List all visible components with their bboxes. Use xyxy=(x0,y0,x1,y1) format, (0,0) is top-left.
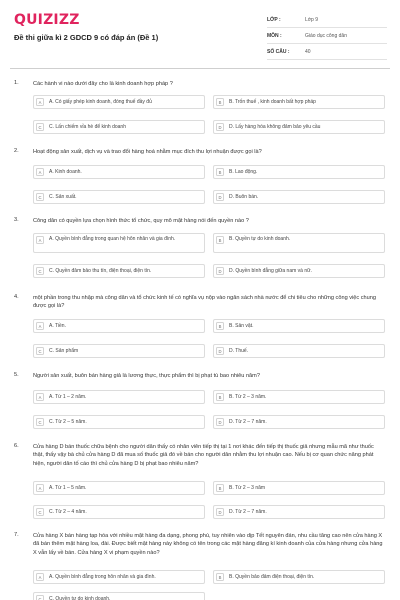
option-letter: C xyxy=(36,347,44,355)
option-letter: B xyxy=(216,168,224,176)
option-text: D. Thuế. xyxy=(229,347,249,354)
option-text: C. Sản phẩm xyxy=(49,347,79,354)
option-a[interactable] xyxy=(33,165,205,179)
option-b[interactable] xyxy=(213,165,385,179)
question-number: 1. xyxy=(14,80,19,86)
option-letter: A xyxy=(36,236,44,244)
option-a[interactable] xyxy=(33,95,205,109)
option-letter: D xyxy=(216,267,224,275)
option-text: C. Sản xuất. xyxy=(49,193,77,200)
option-letter: D xyxy=(216,418,224,426)
option-text: A. Quyền bình đẳng trong quan hệ hôn nhân và gia đình. xyxy=(49,235,176,242)
option-text: C. Quyền đảm bảo thu tín, điện thoại, điện tín. xyxy=(49,267,152,274)
class-value: Lớp 9 xyxy=(305,16,319,23)
option-letter: A xyxy=(36,393,44,401)
option-text: B. Quyền bảo đảm điện thoại, điện tín. xyxy=(229,573,315,580)
option-text: D. Từ 2 – 7 năm. xyxy=(229,508,267,515)
option-text: B. Quyền tự do kinh doanh. xyxy=(229,235,291,242)
option-letter: A xyxy=(36,322,44,330)
question-number: 7. xyxy=(14,532,19,538)
option-c[interactable] xyxy=(33,592,205,600)
quizizz-logo: QUIZIZZ xyxy=(14,12,80,28)
option-letter: A xyxy=(36,98,44,106)
meta-row-subject xyxy=(267,28,387,44)
option-letter: A xyxy=(36,484,44,492)
option-d[interactable] xyxy=(213,264,385,278)
option-letter: B xyxy=(216,98,224,106)
option-letter: D xyxy=(216,347,224,355)
option-letter: C xyxy=(36,193,44,201)
option-text: B. Trốn thuế , kinh doanh bất hợp pháp xyxy=(229,98,316,105)
option-letter: A xyxy=(36,168,44,176)
option-text: B. Sản vật. xyxy=(229,322,254,329)
question-count-label: SỐ CÂU : xyxy=(267,48,290,55)
question-text: Các hành vi nào dưới đây cho là kinh doanh hợp pháp ? xyxy=(33,81,173,87)
option-c[interactable] xyxy=(33,120,205,134)
option-d[interactable] xyxy=(213,505,385,519)
subject-label: MÔN : xyxy=(267,32,282,39)
option-letter: C xyxy=(36,418,44,426)
option-c[interactable] xyxy=(33,264,205,278)
option-text: C. Từ 2 – 4 năm. xyxy=(49,508,87,515)
header-divider xyxy=(10,68,390,69)
option-text: C. Từ 2 – 5 năm. xyxy=(49,418,87,425)
question-text: Người sản xuất, buôn bán hàng giả là lương thực, thực phẩm thì bị phạt tù bao nhiêu năm? xyxy=(33,373,260,379)
option-text: C. Quyền tự do kinh doanh. xyxy=(49,595,111,600)
option-b[interactable] xyxy=(213,319,385,333)
option-b[interactable] xyxy=(213,570,385,584)
option-letter: B xyxy=(216,484,224,492)
option-text: A. Từ 1 – 5 năm. xyxy=(49,484,87,491)
question-count-value: 40 xyxy=(305,48,311,55)
option-text: A. Có giấy phép kinh doanh, đóng thuế đầy đủ xyxy=(49,98,152,105)
option-d[interactable] xyxy=(213,120,385,134)
option-c[interactable] xyxy=(33,415,205,429)
option-d[interactable] xyxy=(213,344,385,358)
worksheet-meta xyxy=(267,12,387,60)
option-text: C. Lấn chiếm vỉa hè để kinh doanh xyxy=(49,123,126,130)
question-number: 6. xyxy=(14,443,19,449)
question-text: một phần trong thu nhập mà công dân và tổ chức kinh tế có nghĩa vụ nộp vào ngân sách nhà nước để chi tiêu cho những công việc chung được gọi là? xyxy=(33,295,376,310)
question-text: Cửa hàng X bán hàng tạp hóa với nhiều mặt hàng đa dạng, phong phú, tuy nhiên vào dịp Tết nguyên đán, nhu cầu tăng cao nên cửa hàng X đã bán thêm mặt hàng loa, đài. Được biết mặt hàng này không có tên trong các mặt hàng đăng kí kinh doanh của cửa hàng nhưng cửa hàng X vẫn lấy về bán. Cửa hàng X vi phạm quyền nào? xyxy=(33,533,383,556)
option-d[interactable] xyxy=(213,415,385,429)
option-a[interactable] xyxy=(33,319,205,333)
option-letter: A xyxy=(36,573,44,581)
question-text: Hoạt động sản xuất, dịch vụ và trao đổi hàng hoá nhằm mục đích thu lợi nhuận được gọi là? xyxy=(33,149,262,155)
option-text: D. Buôn bán. xyxy=(229,193,259,200)
option-letter: B xyxy=(216,393,224,401)
option-letter: C xyxy=(36,123,44,131)
option-letter: B xyxy=(216,236,224,244)
option-text: A. Tiền. xyxy=(49,322,66,329)
option-letter: C xyxy=(36,508,44,516)
question-text: Công dân có quyền lựa chọn hình thức tổ chức, quy mô mặt hàng nói đến quyền nào ? xyxy=(33,218,249,224)
option-letter: B xyxy=(216,573,224,581)
option-b[interactable] xyxy=(213,233,385,253)
worksheet-title: Đề thi giữa kì 2 GDCD 9 có đáp án (Đề 1) xyxy=(14,33,159,42)
question-number: 4. xyxy=(14,294,19,300)
option-letter: C xyxy=(36,267,44,275)
option-b[interactable] xyxy=(213,95,385,109)
option-a[interactable] xyxy=(33,481,205,495)
meta-row-class xyxy=(267,12,387,28)
option-text: D. Từ 2 – 7 năm. xyxy=(229,418,267,425)
question-number: 2. xyxy=(14,148,19,154)
option-text: D. Quyền bình đẳng giữa nam và nữ. xyxy=(229,267,312,274)
option-text: B. Từ 2 – 3 năm xyxy=(229,484,266,491)
option-text: A. Kinh doanh. xyxy=(49,168,82,175)
option-a[interactable] xyxy=(33,570,205,584)
option-letter: D xyxy=(216,508,224,516)
option-c[interactable] xyxy=(33,505,205,519)
option-b[interactable] xyxy=(213,390,385,404)
option-c[interactable] xyxy=(33,190,205,204)
option-d[interactable] xyxy=(213,190,385,204)
meta-row-count xyxy=(267,44,387,60)
subject-value: Giáo dục công dân xyxy=(305,32,347,39)
option-text: A. Quyền bình đẳng trong hôn nhân và gia đình. xyxy=(49,573,156,580)
class-label: LỚP : xyxy=(267,16,281,23)
option-letter: D xyxy=(216,193,224,201)
option-letter: C xyxy=(36,595,44,600)
option-text: B. Lao động. xyxy=(229,168,258,175)
option-a[interactable] xyxy=(33,233,205,253)
question-text: Cửa hàng D bán thuốc chữa bệnh cho người dân thấy có nhân viên tiếp thị tại 1 nơi khác đến tiếp thị thuốc giả nhưng mẫu mã như thuốc thật, thấy vậy bà chủ cửa hàng D đã mua số thuốc giả đó về bán cho người dân nhằm thu lợi nhuận cao. Nếu bị cơ quan chức năng phát hiện, người dân tố cáo thì chủ cửa hàng D bị phạt bao nhiêu năm? xyxy=(33,444,374,467)
question-number: 3. xyxy=(14,217,19,223)
option-a[interactable] xyxy=(33,390,205,404)
option-text: B. Từ 2 – 3 năm. xyxy=(229,393,267,400)
option-letter: D xyxy=(216,123,224,131)
option-c[interactable] xyxy=(33,344,205,358)
option-letter: B xyxy=(216,322,224,330)
option-text: D. Lấy hàng hóa không đảm bảo yêu cầu xyxy=(229,123,321,130)
worksheet-header xyxy=(0,0,400,62)
question-number: 5. xyxy=(14,372,19,378)
option-b[interactable] xyxy=(213,481,385,495)
option-text: A. Từ 1 – 2 năm. xyxy=(49,393,87,400)
